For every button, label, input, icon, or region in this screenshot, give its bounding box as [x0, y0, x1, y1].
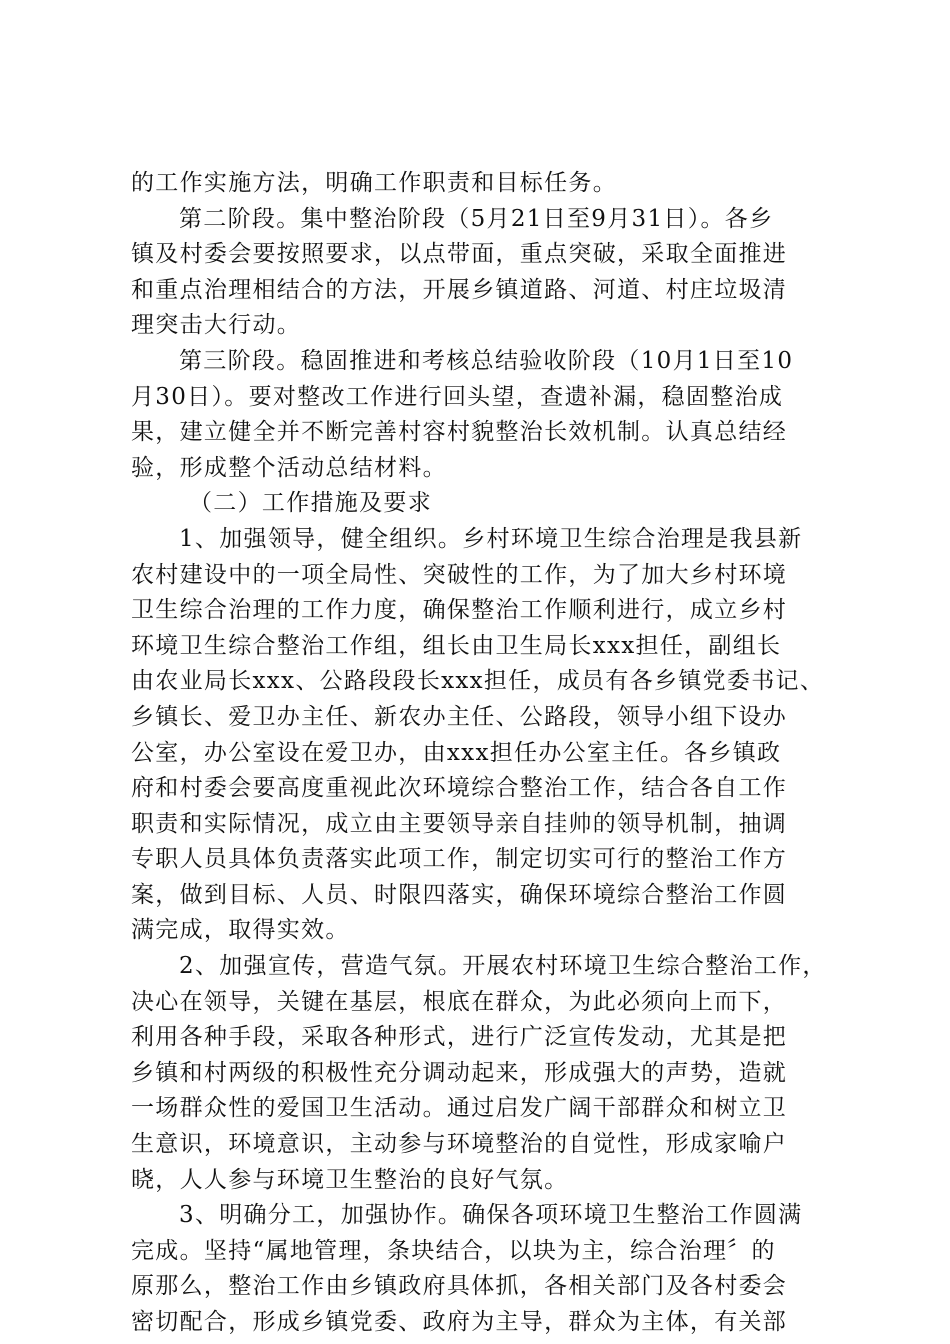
- text-line-13: 卫生综合治理的工作力度，确保整治工作顺利进行，成立乡村: [131, 597, 788, 624]
- text-line-28: 生意识，环境意识，主动参与环境整治的自觉性，形成家喻户: [131, 1131, 788, 1158]
- body-text: [131, 166, 831, 1341]
- text-line-17: 公室，办公室设在爱卫办，由xxx担任办公室主任。各乡镇政: [131, 739, 782, 766]
- text-line-1: 的工作实施方法，明确工作职责和目标任务。: [131, 170, 617, 196]
- text-line-11: 1、加强领导，健全组织。乡村环境卫生综合治理是我县新: [179, 525, 803, 552]
- text-line-24: 决心在领导，关键在基层，根底在群众，为此必须向上而下，: [131, 988, 788, 1015]
- text-line-15: 由农业局长xxx、公路段段长xxx担任，成员有各乡镇党委书记、: [131, 668, 825, 695]
- text-line-3: 镇及村委会要按照要求，以点带面，重点突破，采取全面推进: [131, 241, 788, 268]
- text-line-21: 案，做到目标、人员、时限四落实，确保环境综合整治工作圆: [131, 881, 788, 908]
- text-line-20: 专职人员具体负责落实此项工作，制定切实可行的整治工作方: [131, 846, 788, 873]
- text-line-29: 晓，人人参与环境卫生整治的良好气氛。: [131, 1166, 569, 1193]
- text-line-14: 环境卫生综合整治工作组，组长由卫生局长xxx担任，副组长: [131, 632, 782, 659]
- section-heading: （二）工作措施及要求: [189, 490, 432, 517]
- text-line-9: 验，形成整个活动总结材料。: [131, 454, 447, 481]
- text-line-26: 乡镇和村两级的积极性充分调动起来，形成强大的声势，造就: [131, 1059, 788, 1086]
- text-line-31: 完成。坚持“属地管理，条块结合，以块为主，综合治理〞的: [131, 1237, 776, 1264]
- text-line-19: 职责和实际情况，成立由主要领导亲自挂帅的领导机制，抽调: [131, 810, 788, 837]
- text-line-12: 农村建设中的一项全局性、突破性的工作，为了加大乡村环境: [131, 561, 788, 588]
- text-line-7: 月30日）。要对整改工作进行回头望，查遗补漏，稳固整治成: [131, 383, 784, 410]
- text-line-30: 3、明确分工，加强协作。确保各项环境卫生整治工作圆满: [179, 1202, 803, 1229]
- text-line-16: 乡镇长、爱卫办主任、新农办主任、公路段，领导小组下设办: [131, 703, 788, 730]
- text-line-8: 果，建立健全并不断完善村容村貌整治长效机制。认真总结经: [131, 419, 788, 446]
- text-line-27: 一场群众性的爱国卫生活动。通过启发广阔干部群众和树立卫: [131, 1095, 788, 1122]
- text-line-22: 满完成，取得实效。: [131, 917, 350, 944]
- text-line-4: 和重点治理相结合的方法，开展乡镇道路、河道、村庄垃圾清: [131, 276, 788, 303]
- text-line-18: 府和村委会要高度重视此次环境综合整治工作，结合各自工作: [131, 775, 788, 802]
- text-line-23: 2、加强宣传，营造气氛。开展农村环境卫生综合整治工作，: [179, 953, 827, 980]
- text-line-2: 第二阶段。集中整治阶段（5月21日至9月31日）。各乡: [179, 205, 774, 232]
- text-line-6: 第三阶段。稳固推进和考核总结验收阶段（10月1日至10: [179, 347, 794, 374]
- text-line-25: 利用各种手段，采取各种形式，进行广泛宣传发动，尤其是把: [131, 1024, 788, 1051]
- text-line-5: 理突击大行动。: [131, 312, 302, 339]
- text-line-32: 原那么，整治工作由乡镇政府具体抓，各相关部门及各村委会: [131, 1273, 788, 1300]
- text-line-33: 密切配合，形成乡镇党委、政府为主导，群众为主体，有关部: [131, 1309, 788, 1335]
